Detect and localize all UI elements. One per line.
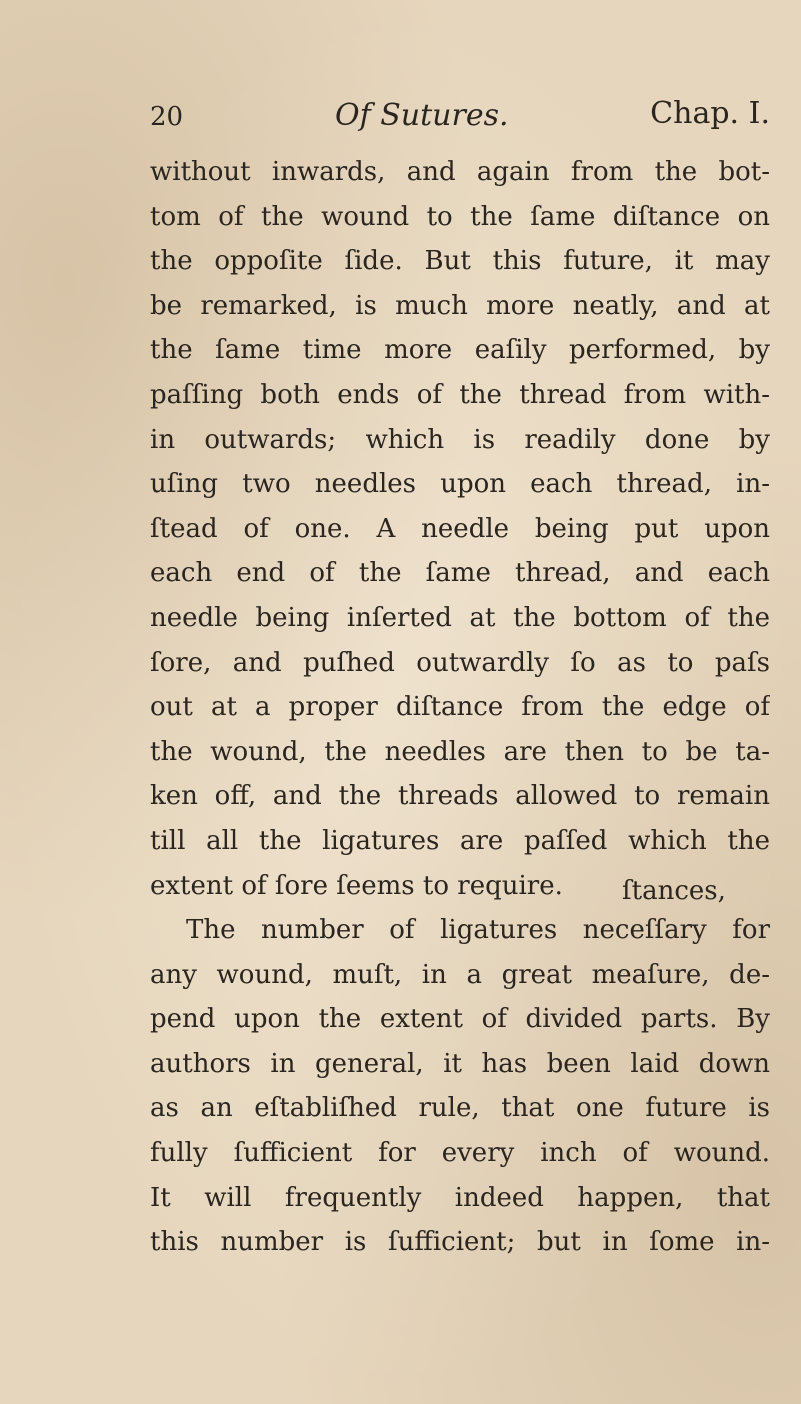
text-line: fully ſufficient for every inch of wound. (150, 1138, 770, 1169)
text-line: authors in general, it has been laid down (150, 1048, 770, 1079)
text-line: tom of the wound to the ſame diſtance on (150, 201, 770, 232)
text-line: this number is ſufficient; but in ſome in- (150, 1227, 770, 1258)
text-line: ken off, and the threads allowed to remain (150, 781, 770, 812)
text-line: in outwards; which is readily done by (150, 424, 770, 455)
text-line: without inwards, and again from the bot- (150, 157, 770, 187)
text-line: It will frequently indeed happen, that (150, 1182, 770, 1213)
chapter-reference: Chap. I. (650, 96, 770, 131)
page-number: 20 (150, 102, 184, 132)
text-line: extent of ſore ſeems to require. (150, 870, 563, 901)
paragraph-start-line: The number of ligatures neceſſary for (186, 915, 770, 946)
text-line: the ſame time more eaſily performed, by (150, 335, 770, 366)
text-line: ſtead of one. A needle being put upon (150, 513, 770, 544)
text-line: each end of the ſame thread, and each (150, 558, 770, 589)
text-line: uſing two needles upon each thread, in- (150, 469, 770, 500)
running-title: Of Sutures. (335, 98, 509, 133)
text-line: till all the ligatures are paſſed which the (150, 825, 770, 856)
body-text (150, 150, 770, 1265)
text-line: paſſing both ends of the thread from with- (150, 379, 770, 410)
text-line: pend upon the extent of divided parts. By (150, 1004, 770, 1035)
text-line: as an eſtabliſhed rule, that one future is (150, 1093, 770, 1124)
running-head (150, 92, 770, 138)
text-line: out at a proper diſtance from the edge of (150, 692, 770, 723)
text-line: the wound, the needles are then to be ta- (150, 736, 770, 767)
catchword: ſtances, (622, 876, 726, 906)
text-line: needle being inſerted at the bottom of the (150, 602, 770, 633)
text-line: the oppoſite ſide. But this future, it may (150, 246, 770, 277)
text-line: any wound, muſt, in a great meaſure, de- (150, 959, 770, 990)
text-line: ſore, and puſhed outwardly ſo as to paſs (150, 647, 770, 678)
text-line: be remarked, is much more neatly, and at (150, 290, 770, 321)
